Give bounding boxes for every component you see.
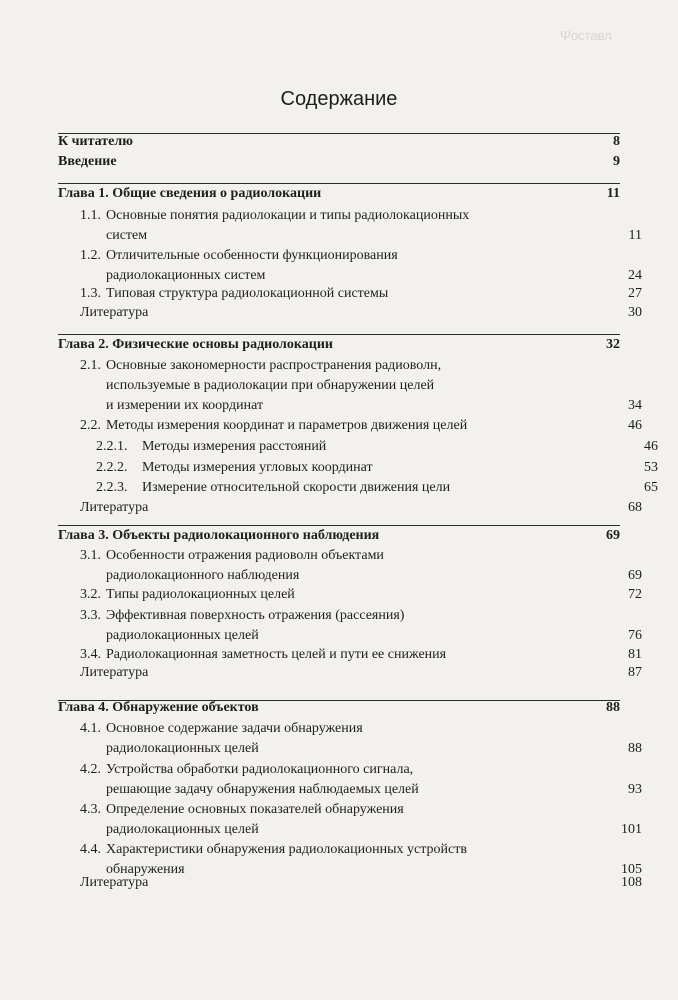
toc-page-number: 46 <box>644 439 658 454</box>
toc-page-number: 68 <box>628 500 642 515</box>
toc-section-number: 2.1. <box>80 358 101 373</box>
toc-section-line: радиолокационных систем <box>106 268 266 283</box>
toc-section-1-3[interactable] <box>58 284 642 304</box>
toc-section-3-4[interactable] <box>58 645 642 665</box>
toc-page-number: 11 <box>606 186 620 201</box>
toc-section-number: 2.2. <box>80 418 101 433</box>
toc-page-number: 101 <box>621 822 642 837</box>
toc-section-4-1[interactable] <box>58 719 642 759</box>
toc-chapter-title: Глава 1. Общие сведения о радиолокации <box>58 186 322 201</box>
toc-section-line: Методы измерения координат и параметров движения целей <box>106 418 468 433</box>
toc-section-line: Устройства обработки радиолокационного сигнала, <box>106 762 414 777</box>
toc-section-line: Определение основных показателей обнаружения <box>106 802 404 817</box>
toc-section-number: 3.3. <box>80 608 101 623</box>
toc-section-number: 4.2. <box>80 762 101 777</box>
toc-chapter-3[interactable] <box>58 526 620 546</box>
toc-section-line: Типы радиолокационных целей <box>106 587 295 602</box>
toc-page-number: 9 <box>613 154 620 169</box>
toc-subsection-2-2-3[interactable] <box>58 478 658 498</box>
toc-page-number: 34 <box>628 398 642 413</box>
toc-section-2-2[interactable] <box>58 416 642 436</box>
toc-section-4-3[interactable] <box>58 800 642 840</box>
toc-section-1-1[interactable] <box>58 206 642 246</box>
toc-section-number: 3.4. <box>80 647 101 662</box>
toc-section-line: Основные закономерности распространения радиоволн, <box>106 358 442 373</box>
toc-section-line: Особенности отражения радиоволн объектами <box>106 548 384 563</box>
toc-page-number: 88 <box>628 741 642 756</box>
toc-chapter-1[interactable] <box>58 184 620 204</box>
toc-section-3-2[interactable] <box>58 585 642 605</box>
toc-chapter-2[interactable] <box>58 335 620 355</box>
toc-section-line: используемые в радиолокации при обнаружении целей <box>106 378 435 393</box>
toc-subsection-2-2-2[interactable] <box>58 458 658 478</box>
toc-page-number: 30 <box>628 305 642 320</box>
toc-literature-3[interactable] <box>58 663 642 683</box>
toc-page-number: 81 <box>628 647 642 662</box>
toc-literature-4[interactable] <box>58 873 642 893</box>
toc-page-number: 72 <box>628 587 642 602</box>
toc-entry-title: Введение <box>58 154 117 169</box>
toc-section-line: Отличительные особенности функционирования <box>106 248 398 263</box>
toc-section-3-3[interactable] <box>58 606 642 646</box>
toc-section-number: 1.3. <box>80 286 101 301</box>
toc-section-line: обнаружения <box>106 862 185 877</box>
toc-section-line: радиолокационных целей <box>106 741 259 756</box>
toc-chapter-title: Глава 2. Физические основы радиолокации <box>58 337 333 352</box>
toc-literature-title: Литература <box>80 875 149 890</box>
toc-page-number: 87 <box>628 665 642 680</box>
toc-section-line: и измерении их координат <box>106 398 264 413</box>
toc-section-1-2[interactable] <box>58 246 642 286</box>
toc-page-number: 46 <box>628 418 642 433</box>
toc-section-number: 3.2. <box>80 587 101 602</box>
toc-section-3-1[interactable] <box>58 546 642 586</box>
toc-page-number: 76 <box>628 628 642 643</box>
toc-section-number: 4.4. <box>80 842 101 857</box>
toc-subsection-number: 2.2.1. <box>96 439 128 454</box>
toc-page-number: 8 <box>613 134 620 149</box>
toc-chapter-4[interactable] <box>58 698 620 718</box>
toc-section-line: Основные понятия радиолокации и типы радиолокационных <box>106 208 470 223</box>
toc-subsection-title: Методы измерения расстояний <box>142 439 327 454</box>
toc-chapter-title: Глава 3. Объекты радиолокационного наблюдения <box>58 528 380 543</box>
toc-section-line: решающие задачу обнаружения наблюдаемых целей <box>106 782 419 797</box>
toc-section-line: Характеристики обнаружения радиолокационных устройств <box>106 842 467 857</box>
toc-section-2-1[interactable] <box>58 356 642 416</box>
toc-section-number: 1.2. <box>80 248 101 263</box>
toc-literature-2[interactable] <box>58 498 642 518</box>
page-title: Содержание <box>280 88 398 110</box>
toc-page-number: 32 <box>606 337 620 352</box>
toc-entry-introduction[interactable] <box>58 152 620 172</box>
toc-subsection-number: 2.2.3. <box>96 480 128 495</box>
toc-page-number: 53 <box>644 460 658 475</box>
toc-section-line: радиолокационных целей <box>106 628 259 643</box>
toc-section-line: Эффективная поверхность отражения (рассеяния) <box>106 608 405 623</box>
toc-section-line: радиолокационного наблюдения <box>106 568 300 583</box>
toc-literature-title: Литература <box>80 305 149 320</box>
toc-section-number: 4.1. <box>80 721 101 736</box>
toc-page-number: 93 <box>628 782 642 797</box>
toc-page-number: 65 <box>644 480 658 495</box>
toc-subsection-title: Измерение относительной скорости движения цели <box>142 480 451 495</box>
toc-literature-1[interactable] <box>58 303 642 323</box>
toc-subsection-number: 2.2.2. <box>96 460 128 475</box>
toc-page-number: 69 <box>628 568 642 583</box>
toc-subsection-2-2-1[interactable] <box>58 437 658 457</box>
toc-page-number: 11 <box>628 228 642 243</box>
toc-section-number: 3.1. <box>80 548 101 563</box>
toc-entry-title: К читателю <box>58 134 133 149</box>
toc-page-number: 105 <box>621 862 642 877</box>
toc-section-line: Радиолокационная заметность целей и пути ее снижения <box>106 647 447 662</box>
toc-section-line: Типовая структура радиолокационной системы <box>106 286 389 301</box>
toc-section-number: 4.3. <box>80 802 101 817</box>
toc-page-number: 24 <box>628 268 642 283</box>
toc-section-line: Основное содержание задачи обнаружения <box>106 721 363 736</box>
toc-page-number: 69 <box>606 528 620 543</box>
toc-section-line: систем <box>106 228 148 243</box>
header-ghost-text: Ψоставл <box>560 28 612 43</box>
toc-page-number: 108 <box>621 875 642 890</box>
toc-section-number: 1.1. <box>80 208 101 223</box>
toc-subsection-title: Методы измерения угловых координат <box>142 460 373 475</box>
toc-section-4-2[interactable] <box>58 760 642 800</box>
toc-entry-preface[interactable] <box>58 132 620 152</box>
toc-page-number: 88 <box>606 700 620 715</box>
toc-literature-title: Литература <box>80 665 149 680</box>
toc-literature-title: Литература <box>80 500 149 515</box>
toc-section-line: радиолокационных целей <box>106 822 259 837</box>
toc-page-number: 27 <box>628 286 642 301</box>
toc-chapter-title: Глава 4. Обнаружение объектов <box>58 700 259 715</box>
